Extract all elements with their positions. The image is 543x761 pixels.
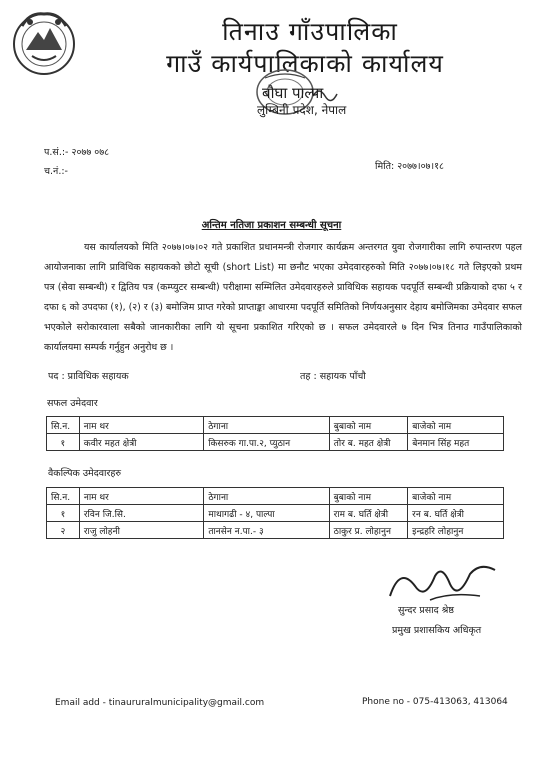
col-father: बुबाको नाम (329, 488, 408, 505)
alternate-heading: वैकल्पिक उमेदवारहरु (48, 468, 122, 479)
cell-grandfather: इन्द्रहरि लोहानुन (408, 522, 504, 539)
post-label: पद : प्राविधिक सहायक (48, 371, 129, 382)
office-province: लुम्बिनी प्रदेश, नेपाल (257, 103, 347, 117)
successful-table (46, 416, 504, 451)
level-label: तह : सहायक पाँचौ (300, 371, 366, 382)
cell-father: ठाकुर प्र. लोहानुन (329, 522, 408, 539)
cell-serial: १ (47, 505, 80, 522)
office-title: गाउँ कार्यपालिकाको कार्यालय (166, 49, 444, 78)
notice-body-text: यस कार्यालयको मिति २०७७।०७।०२ गते प्रकाशित प्रधानमन्त्री रोजगार कार्यक्रम अन्तरगत युवा रोजगारीका लागि रुपान्तरण पहल आयोजनाका लागि प्राविधिक सहायकको छोटो सूची (short List) मा छनौट भएका उमेदवारहरुको मिति २०७७।०७।१८ गते लिइएको प्रथम पत्र (सेवा सम्बन्धी) र द्वितिय पत्र (कम्प्युटर सम्बन्धी) परीक्षामा सम्मिलित उमेदवारहरुले प्राविधिक सहायक पदपूर्ति सम्बन्धी प्रक्रियाको दफा ५ र दफा ६ को उपदफा (१), (२) र (३) बमोजिम प्राप्त गरेको प्राप्ताङ्का आधारमा पदपूर्ति समितिको निर्णयअनुसार देहाय बमोजिमका उमेदवार सफल भएकोले सरोकारवाला सबैको जानकारीका लागि यो सूचना प्रकाशित गरिएको छ । सफल उमेदवारले ७ दिन भित्र तिनाउ गाउँपालिकाको कार्यालयमा सम्पर्क गर्नुहुन अनुरोध छ । (44, 242, 522, 353)
signatory-name: सुन्दर प्रसाद श्रेष्ठ (398, 605, 454, 616)
cell-serial: २ (47, 522, 80, 539)
cell-name: कवीर महत क्षेत्री (79, 434, 203, 451)
table-row (47, 505, 504, 522)
cell-father: तोर ब. महत क्षेत्री (329, 434, 407, 451)
col-address: ठेगाना (204, 417, 330, 434)
dispatch-number: च.नं.:- (44, 166, 68, 177)
cell-address: किसरुक गा.पा.२, प्युठान (204, 434, 330, 451)
letter-number: प.सं.:- २०७७ ०७८ (44, 147, 110, 158)
cell-name: रविन जि.सि. (79, 505, 203, 522)
cell-address: तानसेन न.पा.- ३ (204, 522, 329, 539)
cell-name: राजु लोहनी (79, 522, 203, 539)
col-name: नाम थर (79, 488, 203, 505)
letter-date: मिति: २०७७।०७।१८ (375, 161, 444, 172)
office-address: बौघा पाल्पा (262, 84, 324, 102)
office-name: तिनाउ गाँउपालिका (222, 17, 398, 46)
col-serial: सि.न. (47, 488, 80, 505)
successful-heading: सफल उमेदवार (47, 398, 98, 409)
signatory-title: प्रमुख प्रशासकिय अधिकृत (392, 625, 482, 636)
table-header-row (47, 488, 504, 505)
col-serial: सि.न. (47, 417, 80, 434)
notice-body (44, 238, 522, 358)
alternate-table (46, 487, 504, 539)
cell-grandfather: रन ब. घर्ति क्षेत्री (408, 505, 504, 522)
cell-grandfather: बेनमान सिंह महत (408, 434, 504, 451)
notice-subject: अन्तिम नतिजा प्रकाशन सम्बन्धी सूचना (201, 220, 342, 231)
col-grandfather: बाजेको नाम (408, 417, 504, 434)
col-grandfather: बाजेको नाम (408, 488, 504, 505)
col-name: नाम थर (79, 417, 203, 434)
footer-phone: Phone no - 075-413063, 413064 (362, 697, 508, 707)
footer-email: Email add - tinaururalmunicipality@gmail.com (55, 698, 265, 708)
cell-serial: १ (47, 434, 80, 451)
cell-address: माथागढी - ४, पाल्पा (204, 505, 329, 522)
table-row (47, 434, 504, 451)
col-address: ठेगाना (204, 488, 329, 505)
col-father: बुबाको नाम (329, 417, 407, 434)
cell-father: राम ब. घर्ति क्षेत्री (329, 505, 408, 522)
table-header-row (47, 417, 504, 434)
table-row (47, 522, 504, 539)
